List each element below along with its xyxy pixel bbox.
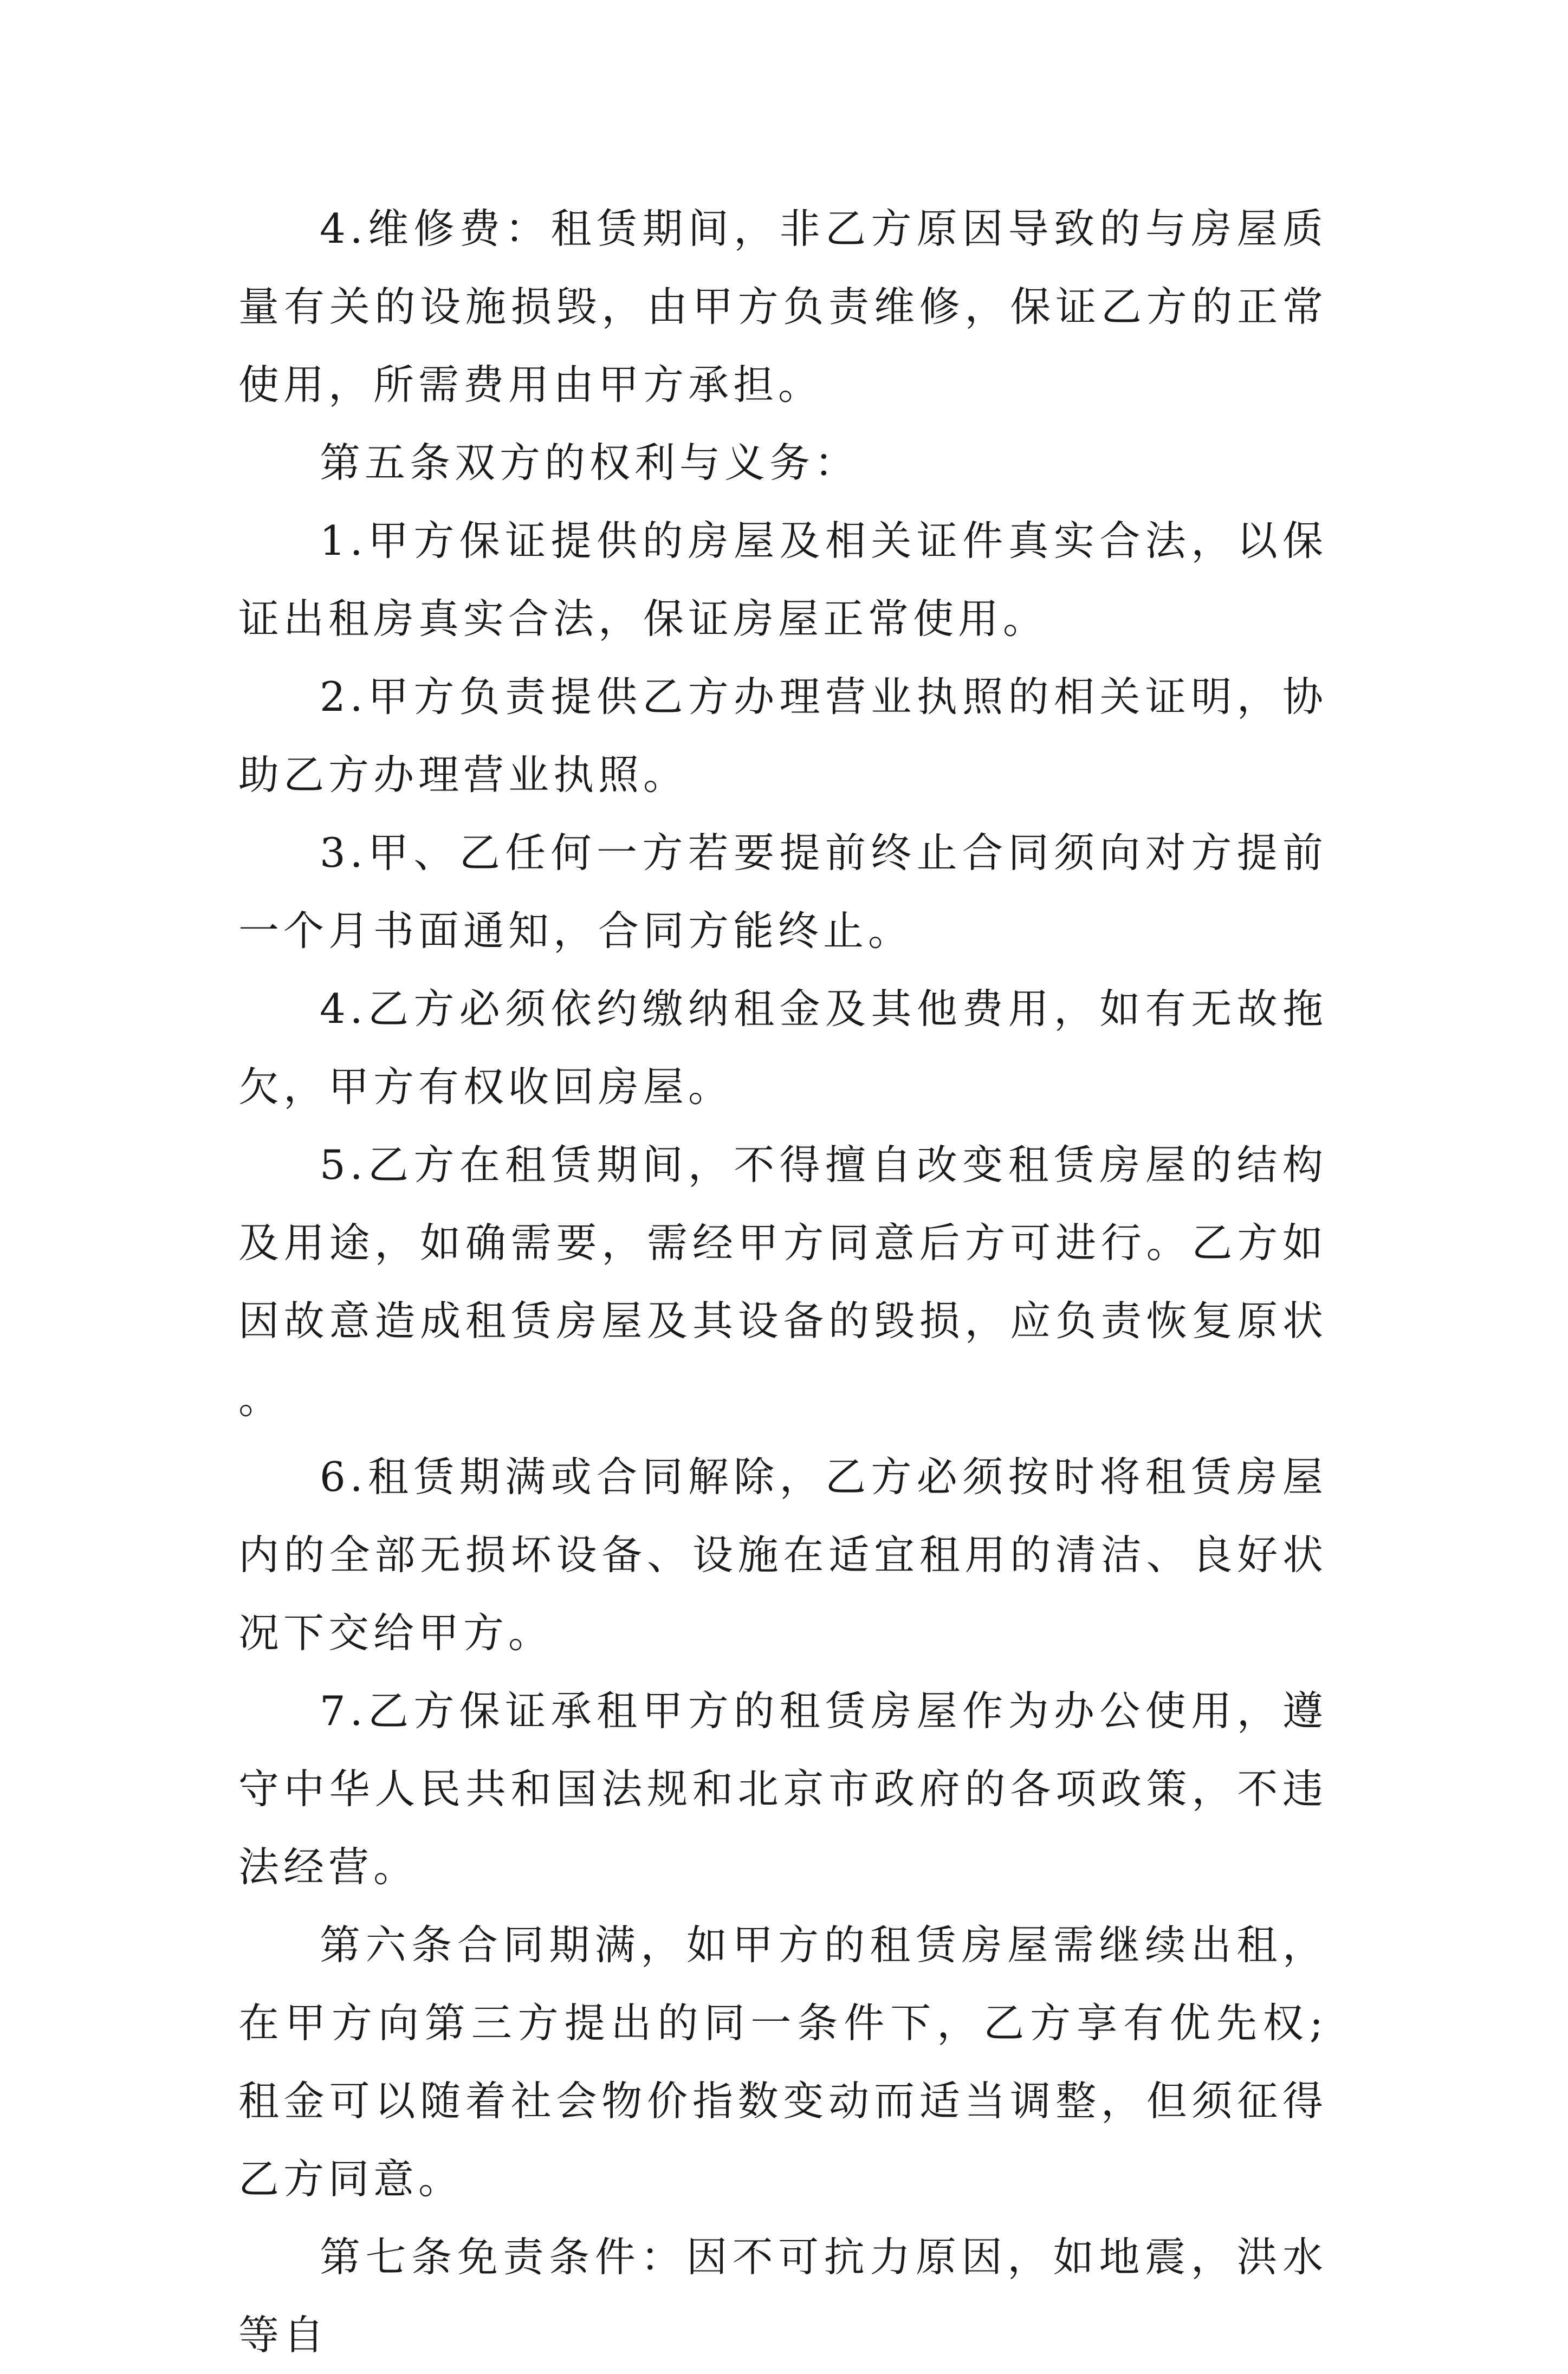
paragraph-article-5-item-1: 1.甲方保证提供的房屋及相关证件真实合法，以保证出租房真实合法，保证房屋正常使用。: [238, 517, 1327, 643]
paragraph-article-6: 第六条合同期满，如甲方的租赁房屋需继续出租，在甲方向第三方提出的同一条件下，乙方享有优先权;租金可以随着社会物价指数变动而适当调整，但须征得乙方同意。: [238, 1921, 1327, 2203]
paragraph-article-7: 第七条免责条件：因不可抗力原因，如地震，洪水等自: [238, 2233, 1327, 2359]
paragraph-article-5-item-2: 2.甲方负责提供乙方办理营业执照的相关证明，协助乙方办理营业执照。: [238, 673, 1327, 799]
paragraph-article-5-item-6: 6.租赁期满或合同解除，乙方必须按时将租赁房屋内的全部无损坏设备、设施在适宜租用的清洁、良好状况下交给甲方。: [238, 1453, 1327, 1657]
paragraph-article-5-item-7: 7.乙方保证承租甲方的租赁房屋作为办公使用，遵守中华人民共和国法规和北京市政府的各项政策，不违法经营。: [238, 1687, 1327, 1891]
document-body: [238, 190, 1327, 2374]
paragraph-repair-fee: 4.维修费：租赁期间，非乙方原因导致的与房屋质量有关的设施损毁，由甲方负责维修，保证乙方的正常使用，所需费用由甲方承担。: [238, 205, 1327, 408]
paragraph-article-5-item-5: 5.乙方在租赁期间，不得擅自改变租赁房屋的结构及用途，如确需要，需经甲方同意后方可进行。乙方如因故意造成租赁房屋及其设备的毁损，应负责恢复原状。: [238, 1141, 1327, 1423]
paragraph-article-5-item-3: 3.甲、乙任何一方若要提前终止合同须向对方提前一个月书面通知，合同方能终止。: [238, 829, 1327, 955]
paragraph-article-5-heading: 第五条双方的权利与义务：: [320, 439, 860, 487]
paragraph-article-5-item-4: 4.乙方必须依约缴纳租金及其他费用，如有无故拖欠，甲方有权收回房屋。: [238, 985, 1327, 1111]
